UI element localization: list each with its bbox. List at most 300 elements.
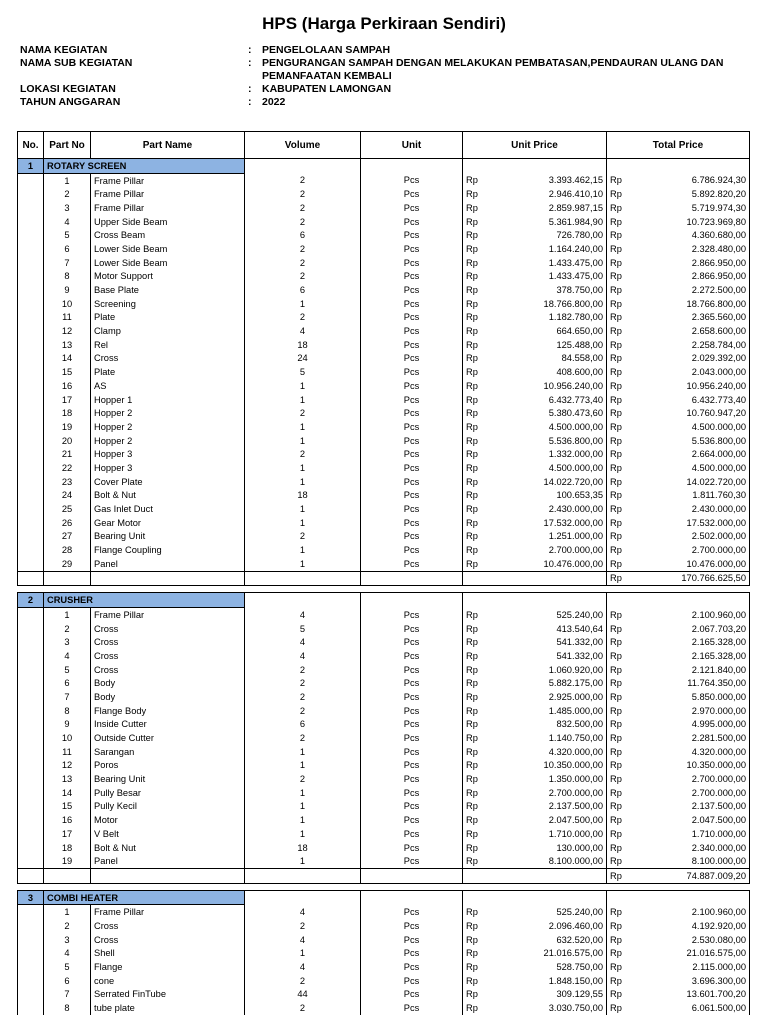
currency-label: Rp bbox=[466, 257, 478, 268]
price-wrap bbox=[466, 934, 603, 946]
price-value: 413.540,64 bbox=[556, 623, 603, 634]
price-value: 2.047.500,00 bbox=[691, 815, 746, 826]
part-no: 14 bbox=[44, 786, 91, 800]
currency-label: Rp bbox=[466, 531, 478, 542]
price-wrap bbox=[466, 787, 603, 799]
part-name: Upper Side Beam bbox=[91, 215, 245, 229]
price-value: 21.016.575,00 bbox=[543, 948, 603, 959]
table-row bbox=[18, 516, 750, 530]
unit: Pcs bbox=[361, 406, 463, 420]
volume: 5 bbox=[245, 622, 361, 636]
part-no: 1 bbox=[44, 173, 91, 187]
unit: Pcs bbox=[361, 933, 463, 947]
currency-label: Rp bbox=[466, 189, 478, 200]
price-wrap bbox=[466, 462, 603, 474]
part-no: 8 bbox=[44, 704, 91, 718]
currency-label: Rp bbox=[466, 733, 478, 744]
unit: Pcs bbox=[361, 311, 463, 325]
price-cell bbox=[607, 475, 750, 489]
meta-colon: : bbox=[248, 83, 252, 95]
unit: Pcs bbox=[361, 461, 463, 475]
currency-label: Rp bbox=[466, 462, 478, 473]
price-wrap bbox=[466, 746, 603, 758]
price-value: 4.500.000,00 bbox=[548, 462, 603, 473]
row-no-cell bbox=[18, 352, 44, 366]
row-no-cell bbox=[18, 406, 44, 420]
currency-label: Rp bbox=[466, 760, 478, 771]
volume: 2 bbox=[245, 201, 361, 215]
table-row bbox=[18, 352, 750, 366]
unit: Pcs bbox=[361, 786, 463, 800]
price-wrap bbox=[466, 489, 603, 501]
part-name: Panel bbox=[91, 557, 245, 571]
part-name: Sarangan bbox=[91, 745, 245, 759]
price-cell bbox=[607, 173, 750, 187]
currency-label: Rp bbox=[466, 787, 478, 798]
currency-label: Rp bbox=[466, 1003, 478, 1014]
volume: 2 bbox=[245, 215, 361, 229]
unit: Pcs bbox=[361, 447, 463, 461]
volume: 2 bbox=[245, 270, 361, 284]
price-wrap bbox=[466, 174, 603, 186]
price-value: 3.696.300,00 bbox=[691, 975, 746, 986]
price-value: 10.723.969,80 bbox=[686, 216, 746, 227]
currency-label: Rp bbox=[610, 1003, 622, 1014]
currency-label: Rp bbox=[610, 856, 622, 867]
header-no: No. bbox=[18, 132, 44, 159]
price-value: 2.067.703,20 bbox=[691, 623, 746, 634]
price-wrap bbox=[610, 174, 746, 186]
price-wrap bbox=[610, 828, 746, 840]
part-no: 17 bbox=[44, 827, 91, 841]
currency-label: Rp bbox=[610, 842, 622, 853]
part-name: Pully Besar bbox=[91, 786, 245, 800]
volume: 1 bbox=[245, 800, 361, 814]
unit: Pcs bbox=[361, 854, 463, 868]
part-no: 10 bbox=[44, 731, 91, 745]
part-no: 5 bbox=[44, 228, 91, 242]
volume: 4 bbox=[245, 960, 361, 974]
price-value: 2.121.840,00 bbox=[691, 664, 746, 675]
unit: Pcs bbox=[361, 516, 463, 530]
volume: 4 bbox=[245, 635, 361, 649]
part-name: Outside Cutter bbox=[91, 731, 245, 745]
currency-label: Rp bbox=[466, 216, 478, 227]
price-value: 2.340.000,00 bbox=[691, 842, 746, 853]
price-cell bbox=[463, 718, 607, 732]
price-wrap bbox=[610, 380, 746, 392]
currency-label: Rp bbox=[610, 760, 622, 771]
price-value: 1.433.475,00 bbox=[548, 271, 603, 282]
currency-label: Rp bbox=[466, 230, 478, 241]
price-cell bbox=[463, 800, 607, 814]
table-row bbox=[18, 676, 750, 690]
part-name: Plate bbox=[91, 311, 245, 325]
currency-label: Rp bbox=[610, 623, 622, 634]
header-unit-price: Unit Price bbox=[463, 132, 607, 159]
price-value: 10.476.000,00 bbox=[543, 558, 603, 569]
price-cell bbox=[607, 352, 750, 366]
meta-row bbox=[20, 44, 750, 57]
row-no-cell bbox=[18, 434, 44, 448]
price-value: 3.030.750,00 bbox=[548, 1003, 603, 1014]
price-wrap bbox=[610, 394, 746, 406]
price-cell bbox=[607, 228, 750, 242]
price-cell bbox=[463, 242, 607, 256]
price-value: 2.700.000,00 bbox=[691, 545, 746, 556]
unit: Pcs bbox=[361, 960, 463, 974]
part-no: 22 bbox=[44, 461, 91, 475]
volume: 1 bbox=[245, 543, 361, 557]
part-name: Frame Pillar bbox=[91, 187, 245, 201]
volume: 2 bbox=[245, 1001, 361, 1015]
price-cell bbox=[463, 379, 607, 393]
empty-cell bbox=[44, 869, 91, 884]
price-wrap bbox=[610, 339, 746, 351]
part-name: Shell bbox=[91, 947, 245, 961]
part-name: Hopper 1 bbox=[91, 393, 245, 407]
currency-label: Rp bbox=[610, 435, 622, 446]
price-wrap bbox=[466, 517, 603, 529]
row-no-cell bbox=[18, 960, 44, 974]
empty-cell bbox=[245, 869, 361, 884]
price-wrap bbox=[466, 270, 603, 282]
price-cell bbox=[607, 854, 750, 868]
price-cell bbox=[463, 919, 607, 933]
price-cell bbox=[607, 393, 750, 407]
price-cell bbox=[463, 406, 607, 420]
price-wrap bbox=[466, 530, 603, 542]
price-wrap bbox=[466, 677, 603, 689]
volume: 2 bbox=[245, 704, 361, 718]
row-no-cell bbox=[18, 854, 44, 868]
currency-label: Rp bbox=[466, 285, 478, 296]
currency-label: Rp bbox=[610, 975, 622, 986]
price-value: 4.500.000,00 bbox=[548, 421, 603, 432]
row-no-cell bbox=[18, 772, 44, 786]
meta-label: NAMA KEGIATAN bbox=[20, 44, 108, 56]
table-row bbox=[18, 379, 750, 393]
table-row bbox=[18, 690, 750, 704]
price-value: 1.350.000,00 bbox=[548, 774, 603, 785]
part-no: 18 bbox=[44, 406, 91, 420]
price-wrap bbox=[610, 448, 746, 460]
meta-label: LOKASI KEGIATAN bbox=[20, 83, 116, 95]
price-wrap bbox=[610, 773, 746, 785]
price-value: 2.530.080,00 bbox=[691, 934, 746, 945]
empty-cell bbox=[361, 593, 463, 608]
table-row bbox=[18, 297, 750, 311]
volume: 1 bbox=[245, 434, 361, 448]
price-wrap bbox=[610, 558, 746, 570]
part-name: Hopper 2 bbox=[91, 434, 245, 448]
section-total-row bbox=[18, 571, 750, 586]
unit: Pcs bbox=[361, 543, 463, 557]
table-row bbox=[18, 786, 750, 800]
currency-label: Rp bbox=[610, 380, 622, 391]
row-no-cell bbox=[18, 988, 44, 1002]
unit: Pcs bbox=[361, 489, 463, 503]
currency-label: Rp bbox=[466, 449, 478, 460]
currency-label: Rp bbox=[610, 934, 622, 945]
gap-cell bbox=[18, 883, 750, 890]
price-cell bbox=[463, 324, 607, 338]
part-no: 5 bbox=[44, 663, 91, 677]
price-cell bbox=[463, 475, 607, 489]
table-row bbox=[18, 365, 750, 379]
price-wrap bbox=[610, 718, 746, 730]
price-wrap bbox=[610, 435, 746, 447]
price-value: 2.502.000,00 bbox=[691, 531, 746, 542]
volume: 1 bbox=[245, 745, 361, 759]
row-no-cell bbox=[18, 947, 44, 961]
currency-label: Rp bbox=[610, 312, 622, 323]
volume: 6 bbox=[245, 283, 361, 297]
price-cell bbox=[607, 905, 750, 919]
price-cell bbox=[607, 283, 750, 297]
price-value: 1.140.750,00 bbox=[548, 733, 603, 744]
part-name: Motor bbox=[91, 813, 245, 827]
price-value: 4.320.000,00 bbox=[548, 746, 603, 757]
part-name: Cross bbox=[91, 635, 245, 649]
currency-label: Rp bbox=[466, 801, 478, 812]
volume: 5 bbox=[245, 365, 361, 379]
currency-label: Rp bbox=[610, 257, 622, 268]
volume: 18 bbox=[245, 489, 361, 503]
price-value: 2.258.784,00 bbox=[691, 339, 746, 350]
part-no: 20 bbox=[44, 434, 91, 448]
part-name: Frame Pillar bbox=[91, 201, 245, 215]
part-name: tube plate bbox=[91, 1001, 245, 1015]
currency-label: Rp bbox=[610, 815, 622, 826]
currency-label: Rp bbox=[466, 339, 478, 350]
price-cell bbox=[607, 187, 750, 201]
currency-label: Rp bbox=[466, 312, 478, 323]
currency-label: Rp bbox=[610, 609, 622, 620]
table-row bbox=[18, 324, 750, 338]
part-no: 29 bbox=[44, 557, 91, 571]
price-value: 2.165.328,00 bbox=[691, 637, 746, 648]
price-value: 100.653,35 bbox=[556, 490, 603, 501]
part-name: Hopper 2 bbox=[91, 406, 245, 420]
currency-label: Rp bbox=[466, 558, 478, 569]
empty-cell bbox=[607, 159, 750, 174]
row-no-cell bbox=[18, 338, 44, 352]
price-cell bbox=[607, 297, 750, 311]
price-cell bbox=[607, 365, 750, 379]
part-name: Cross bbox=[91, 352, 245, 366]
currency-label: Rp bbox=[466, 490, 478, 501]
row-no-cell bbox=[18, 365, 44, 379]
unit: Pcs bbox=[361, 676, 463, 690]
price-cell bbox=[463, 297, 607, 311]
unit: Pcs bbox=[361, 988, 463, 1002]
row-no-cell bbox=[18, 690, 44, 704]
unit: Pcs bbox=[361, 352, 463, 366]
price-wrap bbox=[466, 947, 603, 959]
volume: 1 bbox=[245, 827, 361, 841]
price-value: 525.240,00 bbox=[556, 907, 603, 918]
price-cell bbox=[463, 365, 607, 379]
price-cell bbox=[463, 933, 607, 947]
volume: 44 bbox=[245, 988, 361, 1002]
price-cell bbox=[463, 690, 607, 704]
price-value: 2.137.500,00 bbox=[691, 801, 746, 812]
part-no: 24 bbox=[44, 489, 91, 503]
price-wrap bbox=[466, 257, 603, 269]
row-no-cell bbox=[18, 173, 44, 187]
currency-label: Rp bbox=[610, 243, 622, 254]
price-wrap bbox=[610, 311, 746, 323]
header-unit: Unit bbox=[361, 132, 463, 159]
row-no-cell bbox=[18, 786, 44, 800]
part-name: Gas Inlet Duct bbox=[91, 502, 245, 516]
price-cell bbox=[607, 772, 750, 786]
volume: 18 bbox=[245, 338, 361, 352]
table-row bbox=[18, 759, 750, 773]
currency-label: Rp bbox=[610, 408, 622, 419]
table-row bbox=[18, 420, 750, 434]
price-cell bbox=[607, 635, 750, 649]
price-cell bbox=[463, 905, 607, 919]
volume: 1 bbox=[245, 475, 361, 489]
price-wrap bbox=[466, 243, 603, 255]
price-wrap bbox=[610, 1002, 746, 1014]
row-no-cell bbox=[18, 800, 44, 814]
price-cell bbox=[607, 960, 750, 974]
part-name: Hopper 2 bbox=[91, 420, 245, 434]
price-cell bbox=[607, 420, 750, 434]
currency-label: Rp bbox=[466, 815, 478, 826]
price-cell bbox=[607, 502, 750, 516]
price-wrap bbox=[466, 664, 603, 676]
table-row bbox=[18, 649, 750, 663]
price-cell bbox=[607, 988, 750, 1002]
unit: Pcs bbox=[361, 434, 463, 448]
price-cell bbox=[607, 786, 750, 800]
currency-label: Rp bbox=[466, 476, 478, 487]
price-value: 6.061.500,00 bbox=[691, 1003, 746, 1014]
currency-label: Rp bbox=[610, 920, 622, 931]
unit: Pcs bbox=[361, 324, 463, 338]
currency-label: Rp bbox=[610, 962, 622, 973]
price-value: 2.281.500,00 bbox=[691, 733, 746, 744]
currency-label: Rp bbox=[610, 787, 622, 798]
row-no-cell bbox=[18, 704, 44, 718]
price-wrap bbox=[610, 572, 746, 584]
table-row bbox=[18, 228, 750, 242]
price-cell bbox=[607, 242, 750, 256]
price-cell bbox=[607, 557, 750, 571]
currency-label: Rp bbox=[466, 920, 478, 931]
row-no-cell bbox=[18, 283, 44, 297]
price-wrap bbox=[466, 325, 603, 337]
price-value: 17.532.000,00 bbox=[543, 517, 603, 528]
part-no: 23 bbox=[44, 475, 91, 489]
price-wrap bbox=[610, 800, 746, 812]
price-cell bbox=[607, 201, 750, 215]
price-value: 10.956.240,00 bbox=[686, 380, 746, 391]
price-wrap bbox=[466, 366, 603, 378]
part-no: 5 bbox=[44, 960, 91, 974]
price-value: 10.476.000,00 bbox=[686, 558, 746, 569]
part-name: Frame Pillar bbox=[91, 608, 245, 622]
table-row bbox=[18, 215, 750, 229]
price-value: 17.532.000,00 bbox=[686, 517, 746, 528]
price-cell bbox=[463, 502, 607, 516]
price-wrap bbox=[610, 503, 746, 515]
price-wrap bbox=[610, 352, 746, 364]
price-wrap bbox=[610, 202, 746, 214]
row-no-cell bbox=[18, 905, 44, 919]
table-row bbox=[18, 854, 750, 868]
price-value: 1.060.920,00 bbox=[548, 664, 603, 675]
currency-label: Rp bbox=[466, 774, 478, 785]
part-no: 16 bbox=[44, 813, 91, 827]
table-row bbox=[18, 543, 750, 557]
part-no: 3 bbox=[44, 933, 91, 947]
price-wrap bbox=[466, 503, 603, 515]
price-value: 2.115.000,00 bbox=[692, 962, 746, 973]
empty-cell bbox=[44, 571, 91, 586]
row-no-cell bbox=[18, 379, 44, 393]
currency-label: Rp bbox=[610, 353, 622, 364]
price-wrap bbox=[466, 544, 603, 556]
empty-cell bbox=[361, 571, 463, 586]
price-wrap bbox=[610, 920, 746, 932]
price-value: 832.500,00 bbox=[556, 719, 603, 730]
price-value: 5.719.974,30 bbox=[691, 202, 746, 213]
price-wrap bbox=[466, 814, 603, 826]
price-cell bbox=[463, 338, 607, 352]
unit: Pcs bbox=[361, 338, 463, 352]
unit: Pcs bbox=[361, 947, 463, 961]
part-no: 27 bbox=[44, 530, 91, 544]
row-no-cell bbox=[18, 974, 44, 988]
unit: Pcs bbox=[361, 704, 463, 718]
row-no-cell bbox=[18, 731, 44, 745]
volume: 2 bbox=[245, 530, 361, 544]
price-wrap bbox=[466, 705, 603, 717]
volume: 2 bbox=[245, 173, 361, 187]
part-no: 11 bbox=[44, 745, 91, 759]
table-row bbox=[18, 242, 750, 256]
currency-label: Rp bbox=[610, 476, 622, 487]
price-cell bbox=[463, 352, 607, 366]
price-wrap bbox=[610, 421, 746, 433]
price-wrap bbox=[466, 216, 603, 228]
section-total-row bbox=[18, 869, 750, 884]
volume: 1 bbox=[245, 379, 361, 393]
price-cell bbox=[607, 676, 750, 690]
volume: 1 bbox=[245, 420, 361, 434]
price-value: 84.558,00 bbox=[561, 353, 603, 364]
price-wrap bbox=[610, 759, 746, 771]
price-wrap bbox=[610, 870, 746, 882]
currency-label: Rp bbox=[466, 856, 478, 867]
price-cell bbox=[463, 947, 607, 961]
table-row bbox=[18, 608, 750, 622]
currency-label: Rp bbox=[466, 271, 478, 282]
unit: Pcs bbox=[361, 270, 463, 284]
unit: Pcs bbox=[361, 530, 463, 544]
section-header-row bbox=[18, 593, 750, 608]
meta-colon: : bbox=[248, 57, 252, 69]
row-no-cell bbox=[18, 256, 44, 270]
price-wrap bbox=[610, 988, 746, 1000]
volume: 1 bbox=[245, 786, 361, 800]
empty-cell bbox=[463, 159, 607, 174]
